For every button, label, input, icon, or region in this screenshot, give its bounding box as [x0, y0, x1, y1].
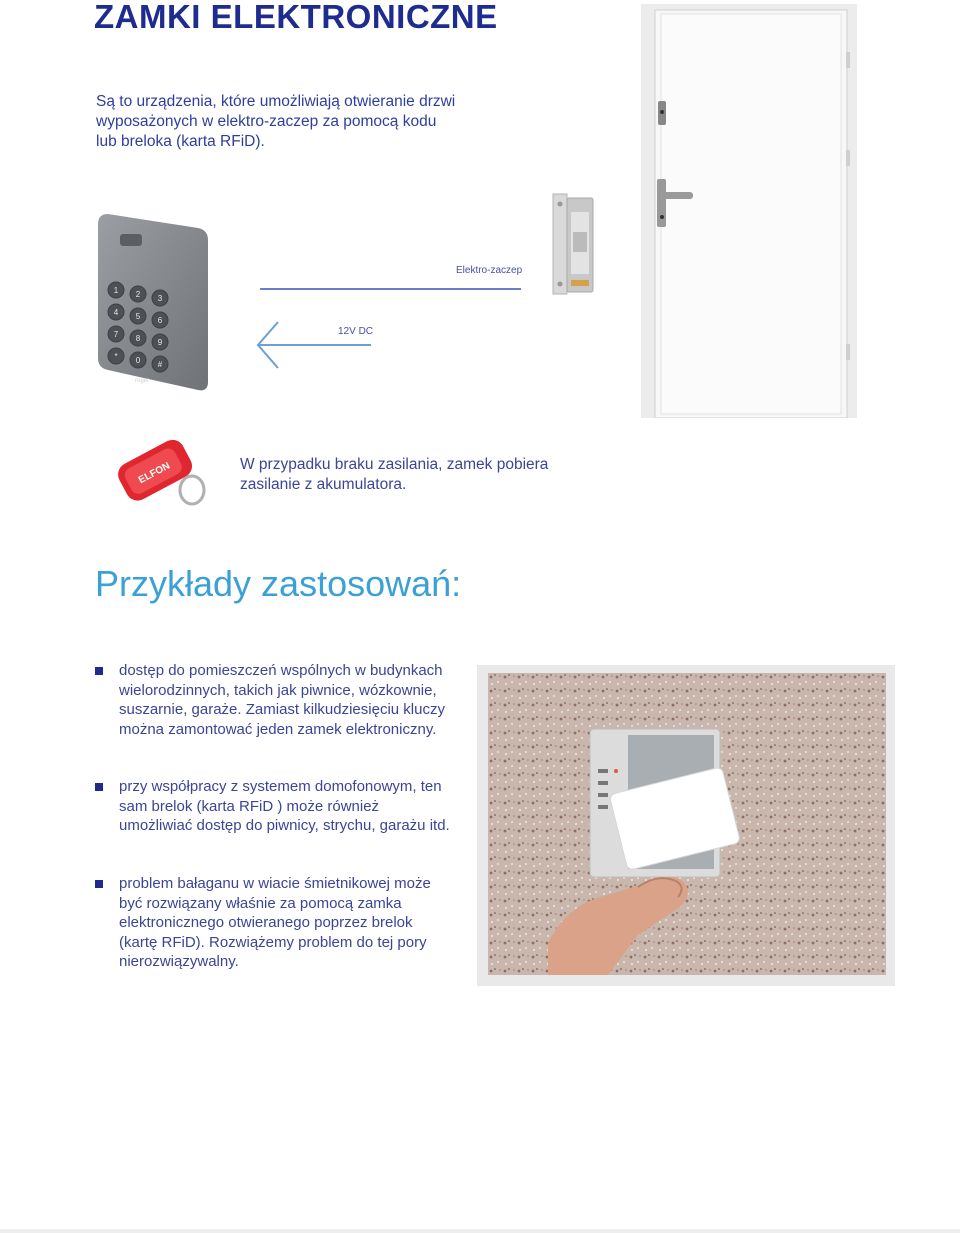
- intro-paragraph: Są to urządzenia, które umożliwiają otwieranie drzwi wyposażonych w elektro-zaczep za pomocą kodu lub breloka (karta RFiD).: [96, 93, 456, 150]
- keypad-key: 9: [157, 338, 163, 347]
- fob-brand: ELFON: [136, 460, 173, 487]
- keypad-image: [90, 210, 218, 396]
- keypad-key: 5: [135, 312, 141, 321]
- voltage-label: 12V DC: [338, 326, 374, 337]
- keypad-key: 1: [113, 286, 119, 295]
- list-item-text: problem bałaganu w wiacie śmietnikowej może być rozwiązany właśnie za pomocą zamka elektronicznego otwieranego poprzez brelok (kartę RFiD). Rozwiążemy problem do tej pory nierozwiązywalny.: [119, 875, 431, 970]
- keypad-brand: roger: [134, 378, 150, 384]
- bullet-square-icon: [95, 783, 103, 791]
- electric-strike-label: Elektro-zaczep: [456, 265, 523, 276]
- list-item-text: przy współpracy z systemem domofonowym, ten sam brelok (karta RFiD ) może również umożliwiać dostęp do piwnicy, strychu, garażu itd.: [119, 778, 450, 834]
- examples-heading: Przykłady zastosowań:: [95, 563, 462, 604]
- keypad-key: 0: [135, 356, 141, 365]
- list-item: [95, 661, 450, 739]
- page-title: ZAMKI ELEKTRONICZNE: [94, 0, 498, 35]
- keypad-key: 7: [113, 330, 119, 339]
- keypad-key: 8: [135, 334, 141, 343]
- electric-strike-image: [545, 192, 597, 298]
- keypad-key: #: [157, 360, 163, 369]
- bottom-divider: [0, 1229, 960, 1233]
- keypad-key: *: [114, 352, 118, 361]
- bullet-square-icon: [95, 880, 103, 888]
- rfid-fob-image: [106, 418, 218, 526]
- keypad-key: 4: [113, 308, 119, 317]
- power-backup-note: W przypadku braku zasilania, zamek pobiera zasilanie z akumulatora.: [240, 456, 549, 493]
- list-item: [95, 777, 450, 836]
- bullet-square-icon: [95, 667, 103, 675]
- connection-arrow: [250, 280, 530, 376]
- keypad-key: 2: [135, 290, 141, 299]
- keypad-key: 6: [157, 316, 163, 325]
- rfid-card-photo: [488, 673, 886, 975]
- door-image: [641, 4, 857, 418]
- list-item-text: dostęp do pomieszczeń wspólnych w budynkach wielorodzinnych, takich jak piwnice, wózkownie, suszarnie, garaże. Zamiast kilkudziesięciu kluczy można zamontować jeden zamek elektroniczny.: [119, 662, 445, 738]
- list-item: [95, 874, 450, 972]
- keypad-key: 3: [157, 294, 163, 303]
